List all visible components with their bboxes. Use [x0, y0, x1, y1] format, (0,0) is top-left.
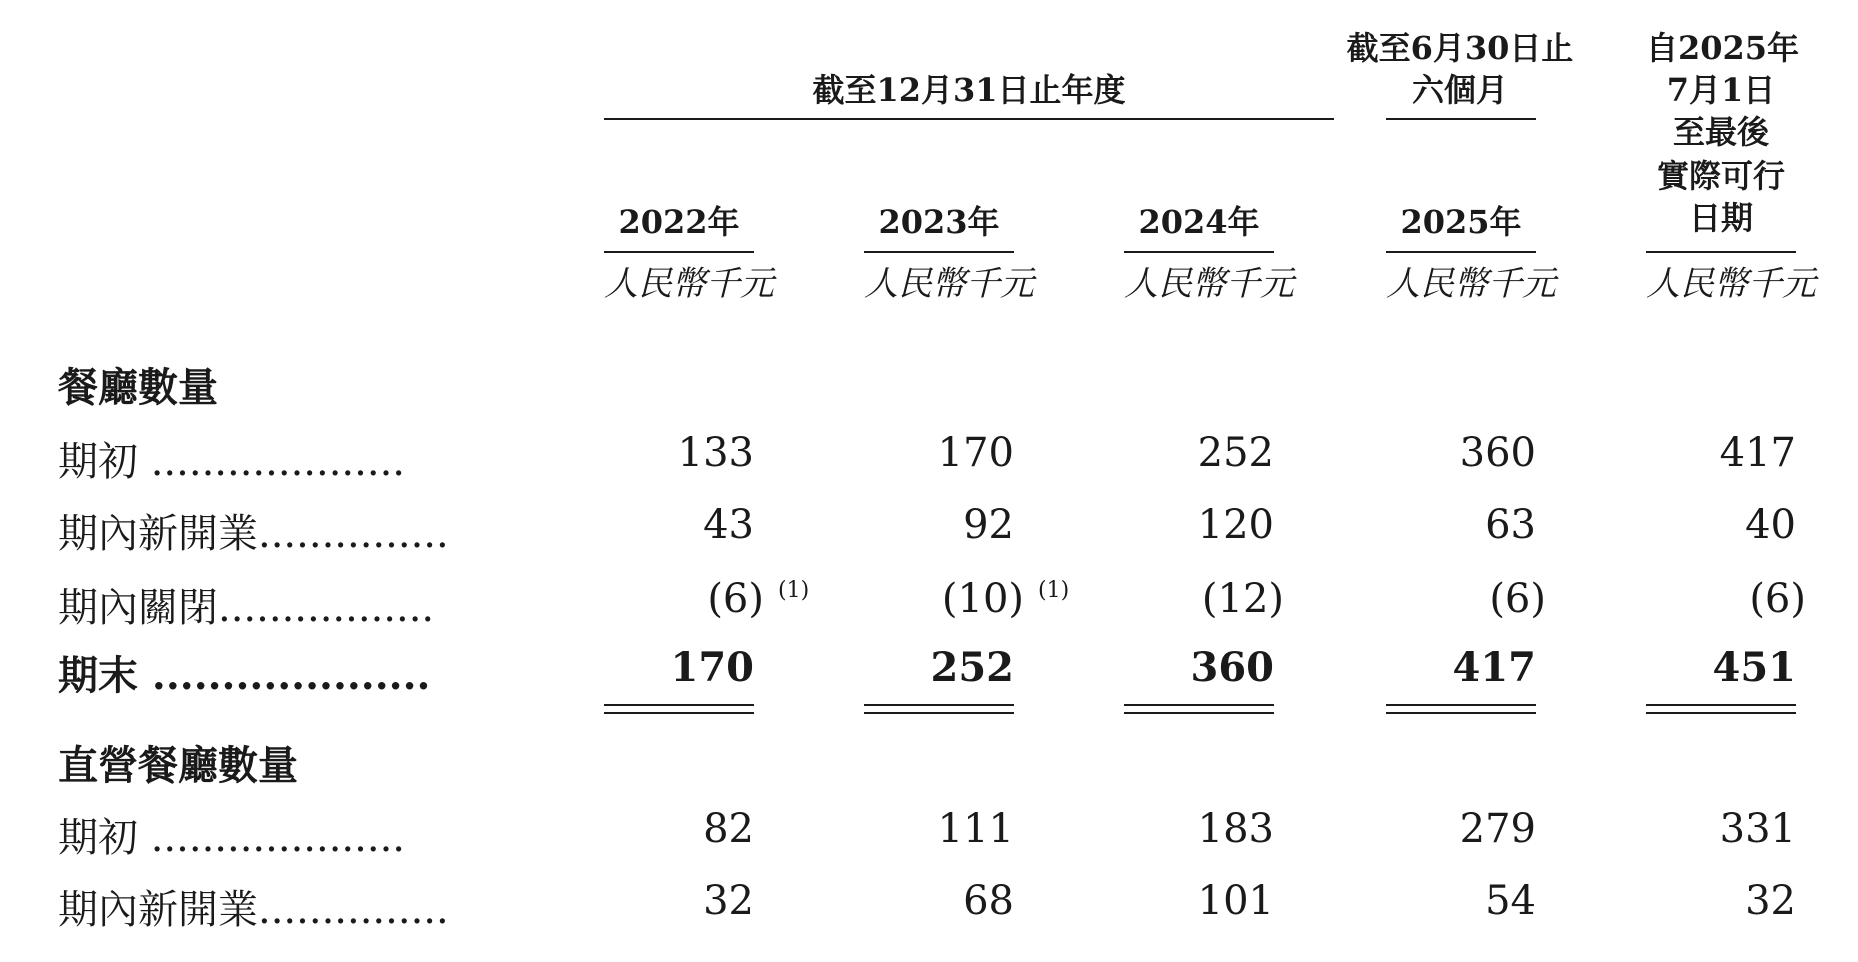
since-header-line2: 7月1日 — [1666, 71, 1776, 109]
six-months-header-line1: 截至6月30日止 — [1346, 29, 1574, 67]
cell-value: (6) — [1749, 576, 1806, 622]
cell-value: 120 — [1197, 502, 1274, 548]
fy-group-header: 截至12月31日止年度 — [812, 71, 1126, 109]
cell-value: 331 — [1719, 806, 1796, 852]
cell-value: 417 — [1719, 430, 1796, 476]
cell-value: 360 — [1459, 430, 1536, 476]
cell-value-total: 417 — [1452, 644, 1536, 691]
footnote-marker: (1) — [1038, 578, 1070, 603]
section-title-self-operated: 直營餐廳數量 — [58, 742, 298, 789]
cell-value: 82 — [703, 806, 754, 852]
year-rule-2023 — [864, 251, 1014, 253]
section-title-restaurants: 餐廳數量 — [58, 364, 218, 411]
cell-value: 183 — [1197, 806, 1274, 852]
year-header-2023: 2023年 — [878, 203, 1000, 241]
cell-value: 63 — [1485, 502, 1536, 548]
year-header-2022: 2022年 — [618, 203, 740, 241]
cell-value: 111 — [937, 806, 1014, 852]
row-label-closures: 期內關閉................. — [58, 585, 435, 631]
year-rule-2022 — [604, 251, 754, 253]
cell-value: 32 — [703, 878, 754, 924]
since-header-line5: 日期 — [1688, 199, 1753, 237]
year-rule-2025 — [1386, 251, 1536, 253]
cell-value: 54 — [1485, 878, 1536, 924]
fy-group-rule — [604, 118, 1334, 120]
year-header-2025: 2025年 — [1400, 203, 1522, 241]
unit-label-2022: 人民幣千元 — [604, 264, 774, 304]
year-header-2024: 2024年 — [1138, 203, 1260, 241]
since-header-line3: 至最後 — [1672, 113, 1769, 151]
unit-label-2025: 人民幣千元 — [1386, 264, 1556, 304]
six-months-header-line2: 六個月 — [1411, 71, 1508, 109]
since-header-line4: 實際可行 — [1656, 157, 1785, 195]
cell-value: 279 — [1459, 806, 1536, 852]
total-double-rule — [864, 704, 1014, 714]
cell-value: 252 — [1197, 430, 1274, 476]
total-double-rule — [1124, 704, 1274, 714]
cell-value: 92 — [963, 502, 1014, 548]
cell-value: (10) — [941, 576, 1024, 622]
unit-label-2024: 人民幣千元 — [1124, 264, 1294, 304]
cell-value: 101 — [1197, 878, 1274, 924]
row-label-new-openings: 期內新開業............... — [58, 887, 449, 933]
cell-value: 170 — [937, 430, 1014, 476]
year-rule-since — [1646, 251, 1796, 253]
total-double-rule — [1386, 704, 1536, 714]
since-header-line1: 自2025年 — [1646, 29, 1800, 67]
cell-value: 133 — [677, 430, 754, 476]
row-label-new-openings: 期內新開業............... — [58, 511, 449, 557]
row-label-opening: 期初 .................... — [58, 439, 406, 485]
footnote-marker: (1) — [778, 578, 810, 603]
row-label-opening: 期初 .................... — [58, 815, 406, 861]
cell-value: (12) — [1201, 576, 1284, 622]
cell-value-total: 360 — [1190, 644, 1274, 691]
row-label-closing: 期末 .................... — [58, 652, 431, 699]
cell-value-total: 170 — [670, 644, 754, 691]
total-double-rule — [1646, 704, 1796, 714]
cell-value: 40 — [1745, 502, 1796, 548]
cell-value-total: 451 — [1712, 644, 1796, 691]
unit-label-2023: 人民幣千元 — [864, 264, 1034, 304]
cell-value: 43 — [703, 502, 754, 548]
six-months-rule — [1386, 118, 1536, 120]
unit-label-since: 人民幣千元 — [1646, 264, 1816, 304]
total-double-rule — [604, 704, 754, 714]
cell-value: 68 — [963, 878, 1014, 924]
cell-value: 32 — [1745, 878, 1796, 924]
year-rule-2024 — [1124, 251, 1274, 253]
cell-value-total: 252 — [930, 644, 1014, 691]
cell-value: (6) — [1489, 576, 1546, 622]
cell-value: (6) — [707, 576, 764, 622]
